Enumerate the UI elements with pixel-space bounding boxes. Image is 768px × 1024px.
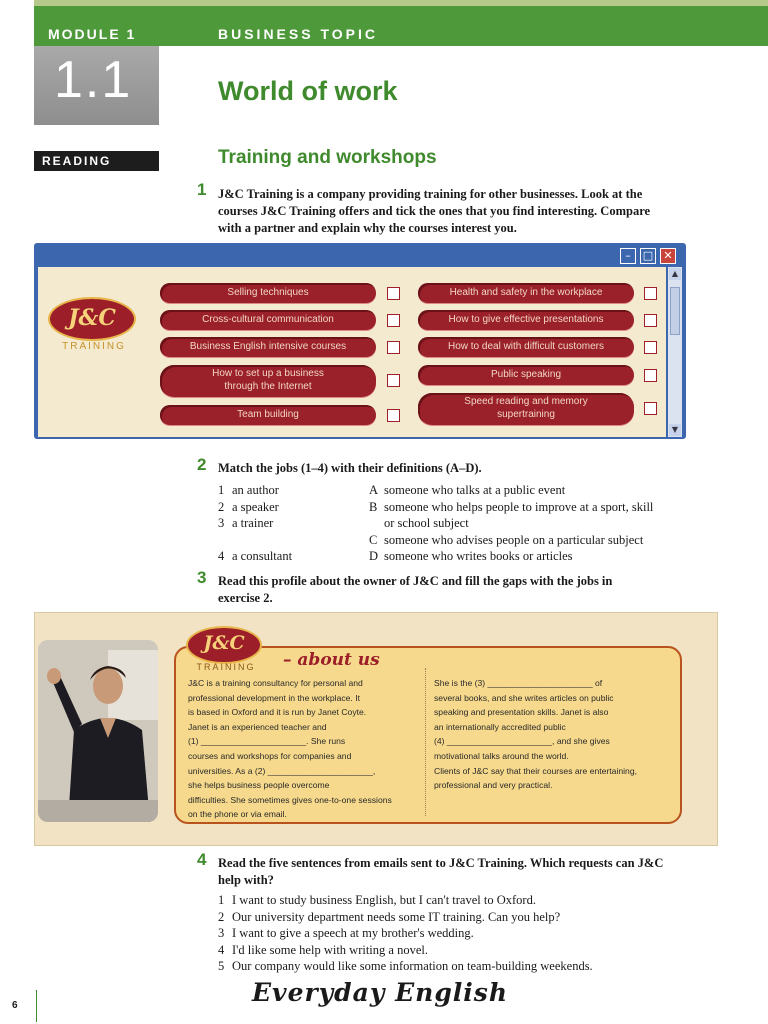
instruction-line: J&C Training is a company providing training for other businesses. Look at the	[218, 187, 643, 201]
course-speed-reading[interactable]	[418, 393, 634, 425]
course-checkbox[interactable]	[387, 314, 400, 327]
logo-emblem	[48, 297, 136, 341]
list-item: 3 I want to give a speech at my brother's wedding.	[218, 926, 474, 940]
jobs-list	[218, 482, 358, 565]
logo-initials: J&C	[68, 305, 116, 331]
gap-1[interactable]: (1) ______________________. She runs	[188, 736, 346, 747]
course-cross-cultural[interactable]	[160, 310, 376, 330]
minimize-icon[interactable]: –	[620, 248, 636, 264]
course-checkbox[interactable]	[644, 369, 657, 382]
gap-3[interactable]: She is the (3) ______________________ of	[434, 678, 603, 688]
page-number-rule	[36, 990, 37, 1022]
course-label: through the Internet	[224, 381, 312, 392]
list-item: 5 Our company would like some information on team-building weekends.	[218, 959, 593, 973]
course-label: Selling techniques	[227, 287, 309, 298]
profile-line: is based in Oxford and it is run by Janet Coyte.	[188, 707, 367, 718]
course-business-english[interactable]	[160, 337, 376, 357]
course-set-up-business[interactable]	[160, 365, 376, 397]
profile-line: J&C is a training consultancy for personal and	[188, 678, 363, 688]
module-header-bar	[34, 6, 768, 46]
instruction-line: Read the five sentences from emails sent to J&C Training. Which requests can J&C	[218, 856, 664, 870]
exercise-3-number: 3	[197, 568, 207, 587]
courses-window	[34, 243, 686, 439]
about-logo	[186, 626, 270, 678]
instruction-line: with a partner and explain why the courses interest you.	[218, 221, 517, 235]
course-checkbox[interactable]	[644, 287, 657, 300]
topic-label: BUSINESS TOPIC	[218, 26, 378, 42]
instruction-line: exercise 2.	[218, 591, 273, 605]
profile-line: motivational talks around the world.	[434, 750, 569, 761]
jc-training-logo	[48, 297, 138, 357]
course-label: Cross-cultural communication	[202, 314, 334, 325]
list-item: C someone who advises people on a particular subject	[369, 532, 644, 547]
profile-line: speaking and presentation skills. Janet is also	[434, 707, 609, 718]
list-item: 2 a speaker	[218, 499, 279, 514]
definitions-list	[369, 482, 709, 565]
woman-photo-icon	[38, 640, 158, 822]
exercise-4-instruction	[218, 855, 663, 889]
scroll-thumb[interactable]	[670, 287, 680, 335]
course-label: Health and safety in the workplace	[449, 287, 603, 298]
course-checkbox[interactable]	[387, 341, 400, 354]
instruction-line: courses J&C Training offers and tick the ones that you find interesting. Compare	[218, 204, 651, 218]
course-difficult-customers[interactable]	[418, 337, 634, 357]
exercise-3-instruction	[218, 573, 612, 607]
course-team-building[interactable]	[160, 405, 376, 425]
profile-line: she helps business people overcome	[188, 780, 330, 791]
exercise-1-instruction	[218, 186, 650, 237]
unit-number-box	[34, 46, 159, 125]
list-item: D someone who writes books or articles	[369, 549, 573, 563]
about-left-column	[188, 676, 420, 822]
course-label: supertraining	[497, 409, 555, 420]
profile-line: difficulties. She sometimes gives one-to-one sessions	[188, 794, 392, 805]
list-spacer	[218, 532, 358, 549]
about-right-column	[434, 676, 674, 793]
scroll-up-icon[interactable]: ▲	[669, 268, 681, 280]
scroll-down-icon[interactable]: ▼	[669, 424, 681, 436]
course-selling-techniques[interactable]	[160, 283, 376, 303]
course-checkbox[interactable]	[644, 314, 657, 327]
maximize-icon[interactable]: □	[640, 248, 656, 264]
gap-4[interactable]: (4) ______________________, and she gives	[434, 736, 610, 747]
profile-line: Clients of J&C say that their courses are entertaining,	[434, 765, 638, 776]
logo-initials: J&C	[203, 632, 245, 654]
course-presentations[interactable]	[418, 310, 634, 330]
course-label: Business English intensive courses	[189, 341, 347, 352]
list-item: 4 a consultant	[218, 549, 293, 563]
instruction-line: help with?	[218, 873, 274, 887]
close-icon[interactable]: ✕	[660, 248, 676, 264]
course-checkbox[interactable]	[644, 341, 657, 354]
page-number: 6	[12, 1000, 18, 1011]
section-subtitle: Training and workshops	[218, 147, 437, 168]
course-public-speaking[interactable]	[418, 365, 634, 385]
course-label: Team building	[237, 409, 299, 420]
course-health-safety[interactable]	[418, 283, 634, 303]
instruction-line: Read this profile about the owner of J&C and fill the gaps with the jobs in	[218, 574, 613, 588]
list-item: 4 I'd like some help with writing a novel.	[218, 942, 428, 957]
unit-number: 1.1	[54, 51, 133, 109]
gap-2[interactable]: universities. As a (2) ______________________,	[188, 765, 376, 776]
column-divider	[425, 668, 426, 816]
course-label: How to give effective presentations	[448, 314, 604, 325]
list-item: 1 an author	[218, 483, 279, 497]
course-checkbox[interactable]	[387, 409, 400, 422]
list-item: 1 I want to study business English, but I can't travel to Oxford.	[218, 893, 536, 907]
list-item: 2 Our university department needs some IT training. Can you help?	[218, 909, 561, 924]
profile-line: several books, and she writes articles on public	[434, 692, 614, 703]
course-checkbox[interactable]	[644, 402, 657, 415]
profile-line: professional development in the workplace. It	[188, 692, 360, 703]
course-checkbox[interactable]	[387, 287, 400, 300]
section-label: READING	[34, 151, 159, 171]
list-item: B someone who helps people to improve at a sport, skill	[369, 499, 654, 514]
exercise-4-number: 4	[197, 850, 207, 869]
logo-word: TRAINING	[62, 341, 126, 352]
exercise-1-number: 1	[197, 180, 207, 199]
exercise-2-instruction: Match the jobs (1–4) with their definitions (A–D).	[218, 461, 482, 475]
courses-panel	[38, 267, 666, 437]
course-label: How to deal with difficult customers	[448, 341, 604, 352]
course-label: How to set up a business	[212, 368, 324, 379]
list-item-continuation: or school subject	[384, 516, 469, 530]
profile-line: Janet is an experienced teacher and	[188, 721, 327, 732]
everyday-english-heading: Everyday English	[252, 978, 509, 1007]
list-item: A someone who talks at a public event	[369, 483, 566, 497]
page-title: World of work	[218, 76, 398, 106]
profile-line: on the phone or via email.	[188, 809, 287, 820]
email-sentences-list	[218, 892, 698, 975]
about-us-title: – about us	[283, 650, 380, 670]
list-item: 3 a trainer	[218, 516, 274, 530]
profile-line: professional and very practical.	[434, 780, 553, 791]
course-checkbox[interactable]	[387, 374, 400, 387]
profile-photo	[38, 640, 158, 822]
logo-emblem	[186, 626, 262, 664]
course-label: Speed reading and memory	[464, 396, 588, 407]
exercise-2-number: 2	[197, 455, 207, 474]
logo-word: TRAINING	[196, 662, 256, 672]
course-label: Public speaking	[490, 369, 562, 380]
profile-line: an internationally accredited public	[434, 721, 566, 732]
profile-line: courses and workshops for companies and	[188, 750, 352, 761]
scrollbar[interactable]	[668, 267, 682, 437]
module-label: MODULE 1	[48, 26, 137, 42]
